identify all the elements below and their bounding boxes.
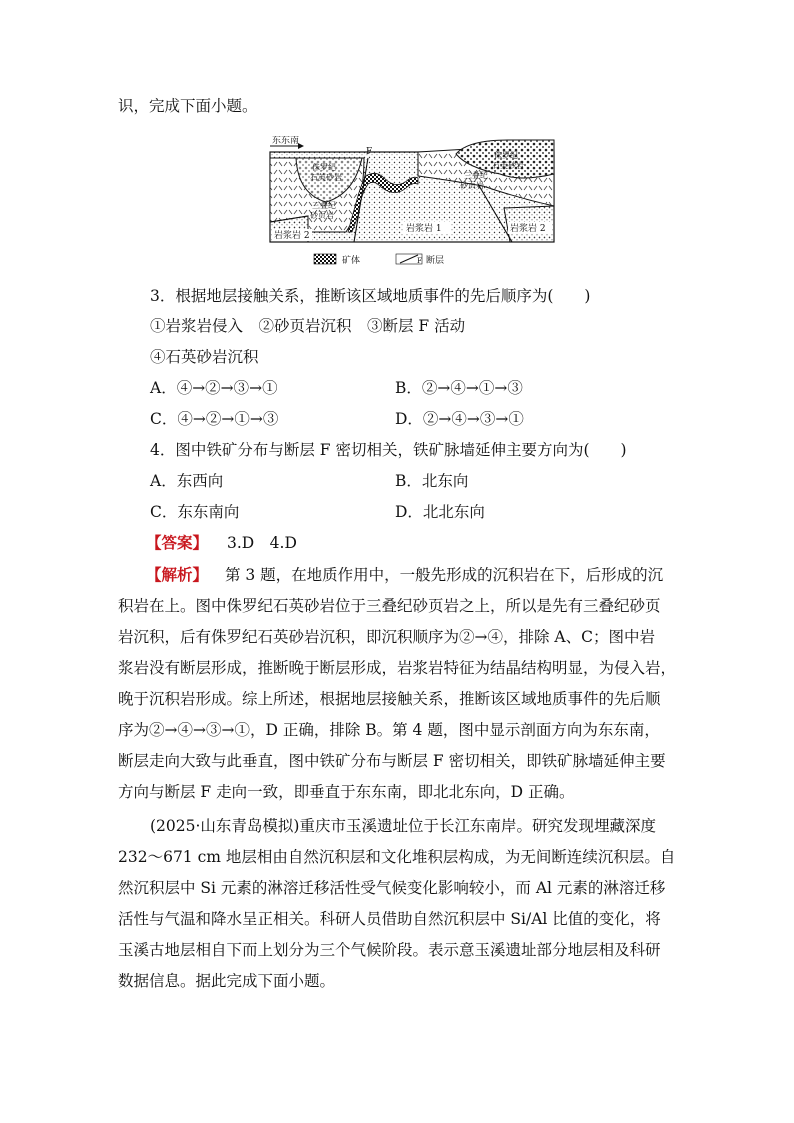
q3-events-line1: ①岩浆岩侵入 ②砂页岩沉积 ③断层 F 活动	[150, 317, 466, 335]
answer-text: 3.D 4.D	[226, 534, 297, 552]
answer-tag: 【答案】	[146, 534, 209, 552]
jurassic-right-label-l1: 侏罗纪	[494, 151, 518, 160]
triassic-left-label-l2: 砂页岩	[310, 211, 334, 220]
triassic-right-label-l2: 砂页岩	[460, 181, 484, 190]
geologic-cross-section-figure	[268, 136, 558, 271]
passage-line-2: 232～671 cm 地层相由自然沉积层和文化堆积层构成，为无间断连续沉积层。自	[118, 848, 676, 866]
passage-line-3: 然沉积层中 Si 元素的淋溶迁移活性受气候变化影响较小，而 Al 元素的淋溶迁移	[118, 879, 666, 897]
q3-stem: 3．根据地层接触关系，推断该区域地质事件的先后顺序为( )	[150, 287, 591, 305]
q4-option-b: B．北东向	[395, 472, 469, 490]
jurassic-left-label-l1: 侏罗纪	[312, 163, 336, 172]
analysis-line-7: 断层走向大致与此垂直，图中铁矿分布与断层 F 密切相关，即铁矿脉墙延伸主要	[118, 752, 666, 770]
analysis-line-3: 岩沉积，后有侏罗纪石英砂岩沉积，即沉积顺序为②→④，排除 A、C；图中岩	[118, 628, 655, 646]
fault-label: F	[366, 147, 373, 157]
igneous-2-left-label: 岩浆岩 2	[274, 231, 310, 241]
ore-legend-label: 矿体	[342, 256, 361, 266]
analysis-tag: 【解析】	[146, 566, 209, 584]
q3-option-c: C．④→②→①→③	[150, 410, 279, 428]
passage-line-4: 活性与气温和降水呈正相关。科研人员借助自然沉积层中 Si/Al 比值的变化，将	[118, 910, 661, 928]
direction-label: 东东南	[272, 136, 300, 146]
passage-line-1: (2025·山东青岛模拟)重庆市玉溪遗址位于长江东南岸。研究发现埋藏深度	[150, 817, 656, 835]
cross-section-svg	[268, 136, 558, 271]
q3-option-a: A．④→②→③→①	[150, 379, 278, 397]
analysis-line-2: 积岩在上。图中侏罗纪石英砂岩位于三叠纪砂页岩之上，所以是先有三叠纪砂页	[118, 597, 661, 615]
q4-option-d: D．北北东向	[395, 503, 485, 521]
analysis-line-5: 晚于沉积岩形成。综上所述，根据地层接触关系，推断该区域地质事件的先后顺	[118, 690, 661, 708]
q4-option-a: A．东西向	[150, 472, 224, 490]
jurassic-right-label-l2: 石英砂岩	[492, 161, 524, 170]
q4-option-c: C．东东南向	[150, 503, 240, 521]
analysis-line-4: 浆岩没有断层形成，推断晚于断层形成，岩浆岩特征为结晶结构明显，为侵入岩，	[118, 659, 677, 677]
jurassic-left-label-l2: 石英砂岩	[310, 173, 342, 182]
q3-option-b: B．②→④→①→③	[395, 379, 523, 397]
passage-line-6: 数据信息。据此完成下面小题。	[118, 972, 336, 990]
analysis-line-1	[146, 565, 680, 585]
analysis-line-6: 序为②→④→③→①，D 正确，排除 B。第 4 题，图中显示剖面方向为东东南，	[118, 721, 660, 739]
q4-stem: 4．图中铁矿分布与断层 F 密切相关，铁矿脉墙延伸主要方向为( )	[150, 441, 627, 459]
passage-line-5: 玉溪古地层相自下而上划分为三个气候阶段。表示意玉溪遗址部分地层相及科研	[118, 941, 661, 959]
analysis-line-8: 方向与断层 F 走向一致，即垂直于东东南，即北北东向，D 正确。	[118, 783, 575, 801]
fault-legend-symbol: F	[417, 257, 422, 265]
answer-line	[146, 533, 297, 553]
ore-legend-swatch	[314, 254, 336, 264]
q3-events-line2: ④石英砂岩沉积	[150, 348, 259, 366]
q3-option-d: D．②→④→③→①	[395, 410, 524, 428]
intro-text: 识，完成下面小题。	[118, 97, 258, 115]
triassic-right-label-l1: 三叠纪	[464, 171, 488, 180]
triassic-left-label-l1: 三叠纪	[312, 201, 336, 210]
igneous-1-label: 岩浆岩 1	[406, 224, 442, 234]
fault-legend-label: 断层	[426, 256, 445, 266]
analysis-text-1: 第 3 题，在地质作用中，一般先形成的沉积岩在下，后形成的沉	[224, 566, 664, 584]
igneous-2-right-label: 岩浆岩 2	[510, 224, 546, 234]
